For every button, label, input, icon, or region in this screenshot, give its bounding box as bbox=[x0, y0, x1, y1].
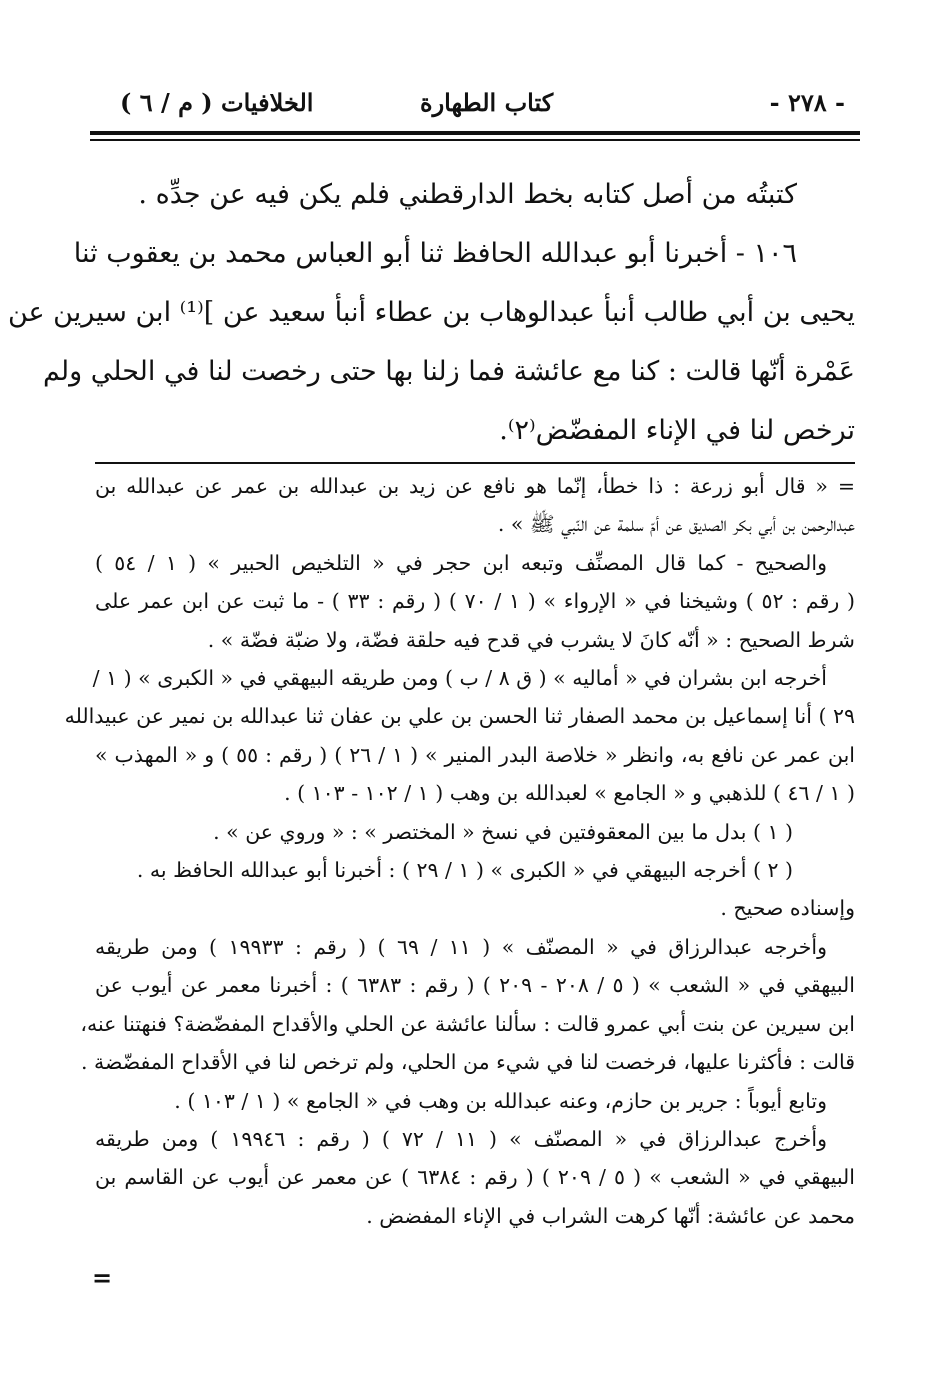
footnote-line: ٢٩ ) أنا إسماعيل بن محمد الصفار ثنا الحسن بن علي بن عفان ثنا عبدالله بن نمير عن عبيدالله bbox=[64, 704, 855, 729]
section-title: الخلافيات ( م / ٦ ) bbox=[120, 88, 314, 117]
main-line: يحيى بن أبي طالب أنبأ عبدالوهاب بن عطاء أنبأ سعيد عن ]⁽¹⁾ ابن سيرين عن bbox=[7, 297, 855, 328]
footnote-line: البيهقي في « الشعب » ( ٥ / ٢٠٨ - ٢٠٩ ) ( رقم : ٦٣٨٣ ) : أخبرنا معمر عن أيوب عن bbox=[95, 973, 855, 998]
page-number: - ٢٧٨ - bbox=[769, 88, 845, 117]
footnote-line: عبدالرحمن بن أبي بكر الصديق عن أمّ سلمة عن النّبي ﷺ » . bbox=[497, 512, 855, 537]
footnote-line: ( رقم : ٥٢ ) وشيخنا في « الإرواء » ( ١ / ٧٠ ) ( رقم : ٣٣ ) - ما ثبت عن ابن عمر على bbox=[95, 589, 856, 614]
footnote-line: شرط الصحيح : « أنّه كانَ لا يشرب في قدح فيه حلقة فضّة، ولا ضبّة فضّة » . bbox=[207, 627, 855, 652]
main-line: ترخص لنا في الإناء المفضّض⁽٢⁾. bbox=[499, 415, 855, 446]
footnote-line: = « قال أبو زرعة : ذا خطأ، إنّما هو نافع عن زيد بن عبدالله بن عمر عن عبدالله بن bbox=[95, 474, 855, 498]
main-text bbox=[7, 165, 855, 460]
footnote-line: وأخرجه عبدالرزاق في « المصنّف » ( ١١ / ٦٩ ) ( رقم : ١٩٩٣٣ ) ومن طريقه bbox=[95, 934, 827, 959]
header-rule-thick bbox=[90, 131, 860, 135]
footnote-line: محمد عن عائشة: أنّها كرهت الشراب في الإناء المفضض . bbox=[366, 1203, 855, 1228]
footnote-line: وتابع أيوباً : جرير بن حازم، وعنه عبدالله بن وهب في « الجامع » ( ١ / ١٠٣ ) . bbox=[174, 1088, 827, 1113]
main-line: كتبتُه من أصل كتابه بخط الدارقطني فلم يكن فيه عن جدِّه . bbox=[138, 179, 797, 210]
footnote-line: ابن عمر عن نافع به، وانظر « خلاصة البدر المنير » ( ١ / ٢٦ ) ( رقم : ٥٥ ) و « المهذب » bbox=[95, 742, 855, 767]
footnote-line: ( ١ ) بدل ما بين المعقوفتين في نسخ « المختصر » : « وروي عن » . bbox=[213, 819, 793, 844]
footnote-line: ابن سيرين عن بنت أبي عمرو قالت : سألنا عائشة عن الحلي والأقداح المفضّضة؟ فنهتنا عنه، bbox=[80, 1011, 855, 1036]
running-header bbox=[95, 82, 855, 126]
footnote-line: البيهقي في « الشعب » ( ٥ / ٢٠٩ ) ( رقم : ٦٣٨٤ ) عن معمر عن أيوب عن القاسم بن bbox=[95, 1165, 855, 1190]
footnote-separator bbox=[95, 462, 855, 464]
footnote-line: ( ٢ ) أخرجه البيهقي في « الكبرى » ( ١ / ٢٩ ) : أخبرنا أبو عبدالله الحافظ به . bbox=[136, 858, 793, 883]
main-line: عَمْرة أنّها قالت : كنا مع عائشة فما زلنا بها حتى رخصت لنا في الحلي ولم bbox=[42, 356, 855, 387]
footnote-line: وإسناده صحيح . bbox=[720, 896, 855, 921]
footnote-line: ( ١ / ٤٦ ) للذهبي و « الجامع » لعبدالله بن وهب ( ١ / ١٠٢ - ١٠٣ ) . bbox=[284, 781, 855, 806]
main-line: ١٠٦ - أخبرنا أبو عبدالله الحافظ ثنا أبو العباس محمد بن يعقوب ثنا bbox=[73, 238, 797, 269]
footnote-line: والصحيح - كما قال المصنِّف وتبعه ابن حجر في « التلخيص الحبير » ( ١ / ٥٤ ) bbox=[95, 550, 827, 575]
footnotes bbox=[64, 467, 856, 1235]
footnote-line: أخرجه ابن بشران في « أماليه » ( ق ٨ / ب ) ومن طريقه البيهقي في « الكبرى » ( ١ / bbox=[92, 666, 827, 691]
footnote-line: وأخرج عبدالرزاق في « المصنّف » ( ١١ / ٧٢ ) ( رقم : ١٩٩٤٦ ) ومن طريقه bbox=[95, 1126, 827, 1151]
book-title: كتاب الطهارة bbox=[420, 88, 554, 117]
header-rule-thin bbox=[90, 139, 860, 141]
footnote-line: قالت : فأكثرنا عليها، فرخصت لنا في شيء من الحلي، ولم ترخص لنا في الأقداح المفضّضة . bbox=[80, 1050, 855, 1075]
continuation-mark: = bbox=[92, 1263, 113, 1292]
